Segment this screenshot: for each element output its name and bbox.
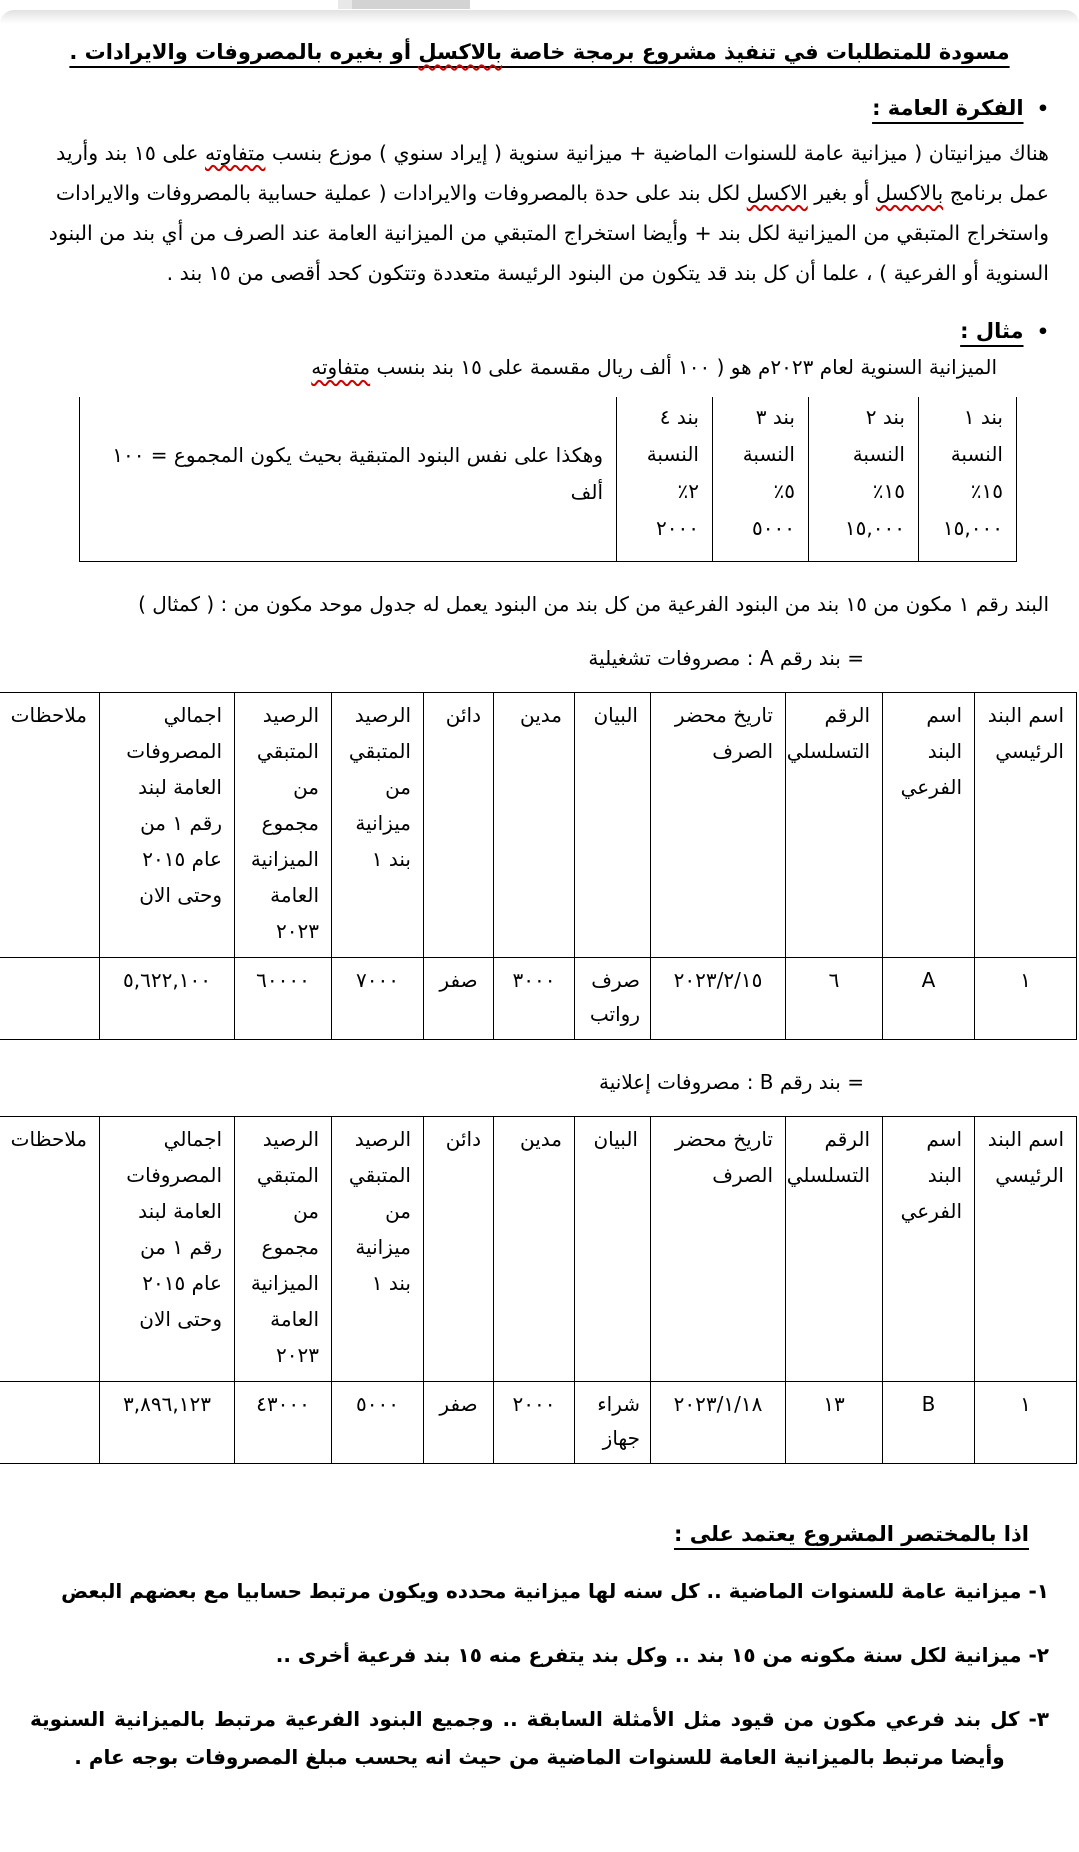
text-run: على ١٥ بند وأريد عمل برنامج (56, 140, 1049, 205)
text-run: أو بغيره بالمصروفات والايرادات . (69, 40, 419, 64)
item-name: بند ٣ (755, 405, 795, 430)
table-row (0, 1382, 1077, 1464)
text-run: هناك ميزانيتان ( ميزانية عامة للسنوات الماضية + ميزانية سنوية ( إيراد سنوي ) موزع بنسب (265, 140, 1049, 165)
table-cell-date: ٢٠٢٣/٢/١٥ (651, 958, 786, 1040)
table-cell-remaining-general: ٤٣٠٠٠ (235, 1382, 332, 1464)
percent-value: ١٥٪ (970, 479, 1003, 504)
column-header-credit: دائن (424, 1117, 494, 1382)
column-header-serial-number: الرقم التسلسلي (786, 693, 883, 958)
column-header-remaining-item-budget: الرصيد المتبقي من ميزانية بند ١ (332, 693, 424, 958)
column-header-description: البيان (575, 693, 651, 958)
table-cell-serial: ١٣ (786, 1382, 883, 1464)
section-heading-general-idea-text: الفكرة العامة : (872, 95, 1024, 120)
item-name: بند ٢ (865, 405, 905, 430)
column-header-remaining-general-budget: الرصيد المتبقي من مجموع الميزانية العامة ٢٠٢٣ (235, 693, 332, 958)
table-cell-remaining-item: ٥٠٠٠ (332, 1382, 424, 1464)
expenses-table-a (0, 692, 1077, 1040)
item-name: بند ١ (963, 405, 1003, 430)
table-cell-sub-item: A (883, 958, 975, 1040)
section-heading-example (30, 319, 1049, 343)
percent-value: ١٥٪ (872, 479, 905, 504)
column-header-notes: ملاحظات (0, 1117, 100, 1382)
percent-value: ٥٪ (773, 479, 795, 504)
section-heading-example-text: مثال : (960, 319, 1024, 344)
table-cell-total: ٥,٦٢٢,١٠٠ (100, 958, 235, 1040)
misspelled-word: بالاكسل (418, 40, 503, 64)
misspelled-word: متفاوته (205, 140, 266, 165)
table-cell-main-item: ١ (975, 958, 1077, 1040)
percent-value: ٢٪ (677, 479, 699, 504)
ratio-label: النسبة (742, 442, 795, 467)
column-header-credit: دائن (424, 693, 494, 958)
table-cell-debit: ٣٠٠٠ (494, 958, 575, 1040)
amount-value: ٥٠٠٠ (752, 516, 795, 541)
ui-artifact-tab (352, 0, 470, 9)
column-header-remaining-general-budget: الرصيد المتبقي من مجموع الميزانية العامة ٢٠٢٣ (235, 1117, 332, 1382)
column-header-voucher-date: تاريخ محضر الصرف (651, 693, 786, 958)
column-header-voucher-date: تاريخ محضر الصرف (651, 1117, 786, 1382)
table-cell-credit: صفر (424, 958, 494, 1040)
table-cell-remaining-item: ٧٠٠٠ (332, 958, 424, 1040)
document-title-text (69, 40, 1009, 64)
summary-item-3: ٣- كل بند فرعي مكون من قيود مثل الأمثلة السابقة .. وجميع البنود الفرعية مرتبط بالميزانية السنوية وأيضا مرتبط بالميزانية العامة للسنوات الماضية من حيث انه يحسب مبلغ المصروفات بوجه عام . (30, 1707, 1049, 1770)
table-header-row (0, 1117, 1077, 1382)
misspelled-word: بالاكسل (875, 180, 944, 205)
table-cell-serial: ٦ (786, 958, 883, 1040)
column-header-total-expenses: اجمالي المصروفات العامة لبند رقم ١ من عام ٢٠١٥ وحتى الان (100, 1117, 235, 1382)
table-a-caption: = بند رقم A : مصروفات تشغيلية (588, 646, 864, 671)
table-cell-date: ٢٠٢٣/١/١٨ (651, 1382, 786, 1464)
example-intro (30, 355, 997, 379)
column-header-notes: ملاحظات (0, 693, 100, 958)
ui-artifact-shadow (0, 10, 1079, 24)
ratio-label: النسبة (646, 442, 699, 467)
table-cell-description: شراء جهاز (575, 1382, 651, 1464)
table-b-caption: = بند رقم B : مصروفات إعلانية (599, 1070, 864, 1095)
bullet-icon: • (1036, 97, 1049, 120)
summary-heading (30, 1522, 1029, 1546)
column-header-main-item-name: اسم البند الرئيسي (975, 1117, 1077, 1382)
amount-value: ١٥,٠٠٠ (942, 516, 1003, 541)
column-header-debit: مدين (494, 1117, 575, 1382)
example-budget-table (79, 397, 1017, 562)
table-row (80, 397, 1017, 562)
table-cell-item-1 (919, 397, 1017, 562)
table-cell-credit: صفر (424, 1382, 494, 1464)
table-cell-remaining-general: ٦٠٠٠٠ (235, 958, 332, 1040)
note-text: وهكذا على نفس البنود المتبقية بحيث يكون المجموع = ١٠٠ ألف (112, 443, 603, 505)
ratio-label: النسبة (950, 442, 1003, 467)
column-header-main-item-name: اسم البند الرئيسي (975, 693, 1077, 958)
misspelled-word: الاكسل (746, 180, 808, 205)
misspelled-word: متفاوته (311, 355, 371, 380)
detail-intro: البند رقم ١ مكون من ١٥ بند من البنود الفرعية من كل بند من البنود يعمل له جدول موحد مكون من : ( كمثال ) (138, 592, 1049, 617)
text-run: الميزانية السنوية لعام ٢٠٢٣م هو ( ١٠٠ ألف ريال مقسمة على ١٥ بند بنسب (370, 355, 997, 380)
ratio-label: النسبة (852, 442, 905, 467)
section-heading-general-idea (30, 96, 1049, 120)
table-cell-main-item: ١ (975, 1382, 1077, 1464)
table-cell-item-3 (713, 397, 809, 562)
bullet-icon: • (1036, 321, 1049, 344)
table-cell-description: صرف رواتب (575, 958, 651, 1040)
table-row (0, 958, 1077, 1040)
table-cell-notes (0, 958, 100, 1040)
summary-heading-text: اذا بالمختصر المشروع يعتمد على : (673, 1522, 1029, 1547)
table-cell-debit: ٢٠٠٠ (494, 1382, 575, 1464)
table-cell-note (80, 397, 617, 562)
text-run: لكل بند على حدة بالمصروفات والايرادات ( عملية حسابية بالمصروفات والايرادات واستخراج المتبقي من الميزانية لكل بند + وأيضا استخراج المتبقي من الميزانية العامة عند الصرف من أي بند من البنود السنوية أو الفرعية ) ، علما أن كل بند قد يتكون من البنود الرئيسة متعددة وتتكون كحد أقصى من ١٥ بند . (48, 180, 1049, 285)
table-header-row (0, 693, 1077, 958)
column-header-description: البيان (575, 1117, 651, 1382)
summary-item-1: ١- ميزانية عامة للسنوات الماضية .. كل سنه لها ميزانية محدده ويكون مرتبط حسابيا مع بعضهم البعض (61, 1579, 1049, 1604)
item-name: بند ٤ (659, 405, 699, 430)
document-title (30, 36, 1049, 70)
table-cell-notes (0, 1382, 100, 1464)
amount-value: ١٥,٠٠٠ (844, 516, 905, 541)
expenses-table-b (0, 1116, 1077, 1464)
table-cell-sub-item: B (883, 1382, 975, 1464)
table-cell-item-2 (809, 397, 919, 562)
column-header-total-expenses: اجمالي المصروفات العامة لبند رقم ١ من عام ٢٠١٥ وحتى الان (100, 693, 235, 958)
column-header-debit: مدين (494, 693, 575, 958)
column-header-sub-item-name: اسم البند الفرعي (883, 1117, 975, 1382)
ui-artifact-tab-light (338, 0, 352, 9)
amount-value: ٢٠٠٠ (656, 516, 699, 541)
summary-item-2: ٢- ميزانية لكل سنة مكونه من ١٥ بند .. وكل بند يتفرع منه ١٥ بند فرعية أخرى .. (275, 1643, 1049, 1668)
column-header-serial-number: الرقم التسلسلي (786, 1117, 883, 1382)
text-run: أو بغير (807, 180, 876, 205)
column-header-remaining-item-budget: الرصيد المتبقي من ميزانية بند ١ (332, 1117, 424, 1382)
table-cell-item-4 (617, 397, 713, 562)
text-run: مسودة للمتطلبات في تنفيذ مشروع برمجة خاصة (502, 40, 1010, 64)
general-idea-paragraph (30, 134, 1049, 294)
table-cell-total: ٣,٨٩٦,١٢٣ (100, 1382, 235, 1464)
column-header-sub-item-name: اسم البند الفرعي (883, 693, 975, 958)
